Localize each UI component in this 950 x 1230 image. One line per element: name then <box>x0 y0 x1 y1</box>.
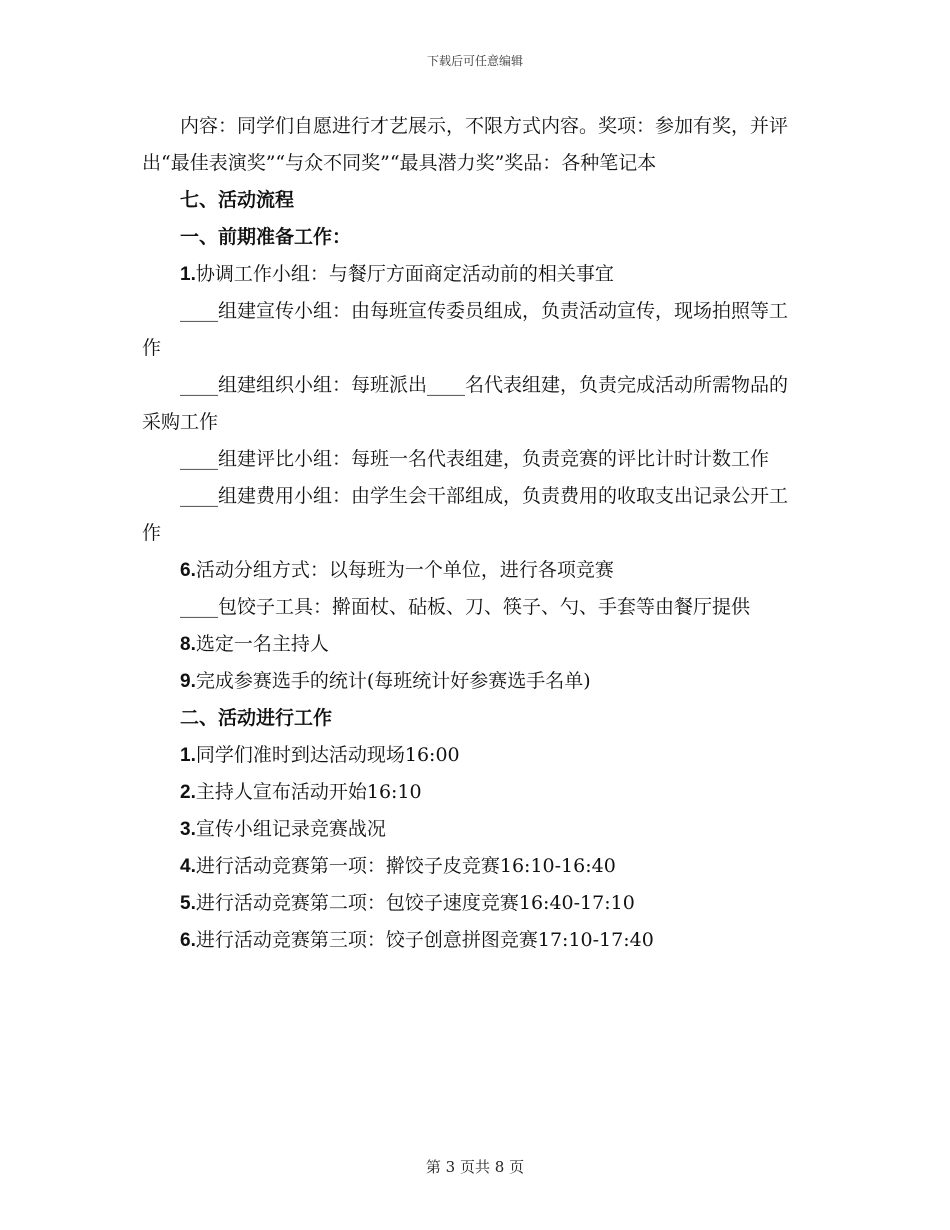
item-number: 6. <box>180 560 196 581</box>
page-footer: 第 3 页共 8 页 <box>425 1158 525 1176</box>
item-number: 6. <box>180 930 196 951</box>
prep-item <box>142 589 802 626</box>
item-text: 活动分组方式：以每班为一个单位，进行各项竞赛 <box>195 559 614 581</box>
item-number: 4. <box>180 856 196 877</box>
part-heading-2: 二、活动进行工作 <box>180 707 333 729</box>
item-text: ____组建费用小组：由学生会干部组成，负责费用的收取支出记录公开工作 <box>142 485 789 544</box>
item-number: 3. <box>180 819 196 840</box>
item-text: ____包饺子工具：擀面杖、砧板、刀、筷子、勺、手套等由餐厅提供 <box>180 596 751 618</box>
run-item <box>142 922 802 959</box>
run-item <box>142 811 802 848</box>
item-number: 5. <box>180 893 196 914</box>
intro-paragraph: 内容：同学们自愿进行才艺展示，不限方式内容。奖项：参加有奖，并评出“最佳表演奖”“与众不同奖”“最具潜力奖”奖品：各种笔记本 <box>142 115 789 174</box>
run-item <box>142 848 802 885</box>
prep-item <box>142 441 802 478</box>
document-body <box>142 108 802 959</box>
item-number: 9. <box>180 671 196 692</box>
prep-item <box>142 552 802 589</box>
item-number: 8. <box>180 634 196 655</box>
item-text: 同学们准时到达活动现场16:00 <box>195 744 460 766</box>
item-text: ____组建评比小组：每班一名代表组建，负责竞赛的评比计时计数工作 <box>180 448 770 470</box>
item-text: 进行活动竞赛第三项：饺子创意拼图竞赛17:10-17:40 <box>195 929 654 951</box>
run-item <box>142 885 802 922</box>
item-text: 选定一名主持人 <box>195 633 329 655</box>
page-header: 下载后可任意编辑 <box>426 54 523 68</box>
prep-item <box>142 626 802 663</box>
item-text: 完成参赛选手的统计(每班统计好参赛选手名单) <box>195 670 591 692</box>
prep-item <box>142 478 802 552</box>
prep-item <box>142 367 802 441</box>
item-text: 进行活动竞赛第二项：包饺子速度竞赛16:40-17:10 <box>195 892 635 914</box>
item-text: ____组建宣传小组：由每班宣传委员组成，负责活动宣传，现场拍照等工作 <box>142 300 789 359</box>
item-text: ____组建组织小组：每班派出____名代表组建，负责完成活动所需物品的采购工作 <box>142 374 789 433</box>
run-item <box>142 737 802 774</box>
prep-item <box>142 293 802 367</box>
item-text: 协调工作小组：与餐厅方面商定活动前的相关事宜 <box>195 263 614 285</box>
item-number: 1. <box>180 264 196 285</box>
item-number: 2. <box>180 782 196 803</box>
item-text: 进行活动竞赛第一项：擀饺子皮竞赛16:10-16:40 <box>195 855 616 877</box>
section-heading-7: 七、活动流程 <box>180 189 295 211</box>
item-text: 宣传小组记录竞赛战况 <box>195 818 386 840</box>
item-text: 主持人宣布活动开始16:10 <box>195 781 422 803</box>
run-item <box>142 774 802 811</box>
prep-item <box>142 256 802 293</box>
item-number: 1. <box>180 745 196 766</box>
prep-item <box>142 663 802 700</box>
part-heading-1: 一、前期准备工作： <box>180 226 352 248</box>
